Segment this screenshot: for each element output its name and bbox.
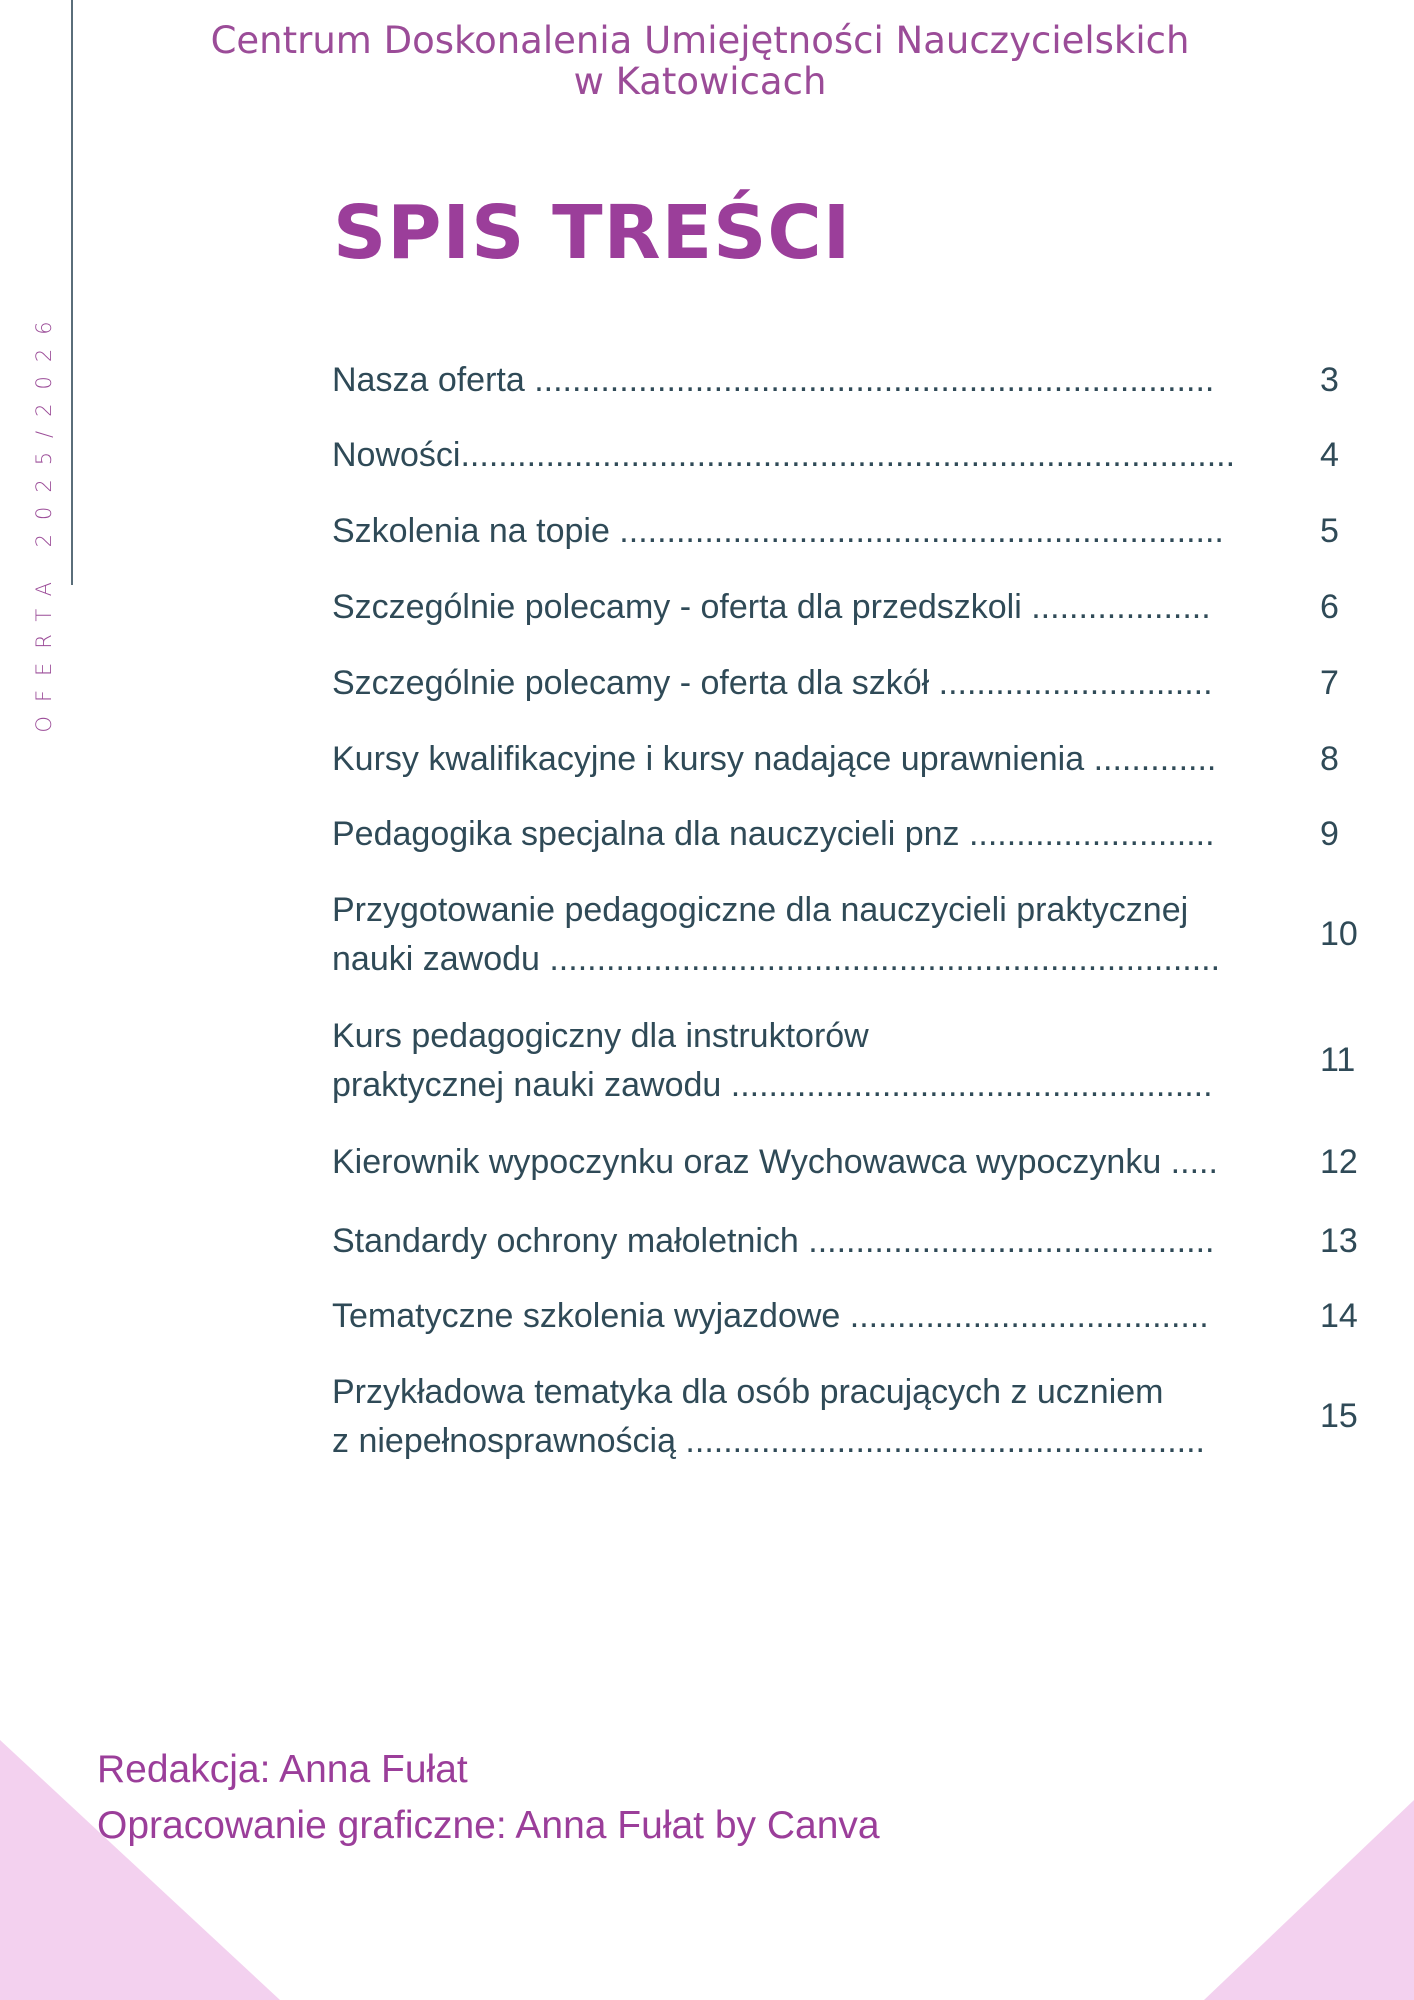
toc-page-number: 3 [1320,361,1339,399]
toc-page-number: 9 [1320,815,1339,853]
toc-entry-text-line2: praktycznej nauki zawodu ................................................... [332,1066,1213,1104]
toc-entry-text-line1: Kurs pedagogiczny dla instruktorów [332,1017,869,1055]
toc-page-number: 13 [1320,1222,1358,1260]
toc-entry-text-line1: Przygotowanie pedagogiczne dla nauczycieli praktycznej [332,891,1189,929]
organization-city: w Katowicach [573,60,827,103]
toc-entry[interactable] [332,1217,1362,1266]
toc-entry-text: Tematyczne szkolenia wyjazdowe ...................................... [332,1297,1209,1335]
toc-entry[interactable] [332,1292,1362,1341]
decorative-corner-right [1204,1800,1414,2000]
toc-entry[interactable] [332,810,1362,859]
toc-entry[interactable] [332,431,1362,480]
toc-entry-text-line2: nauki zawodu ....................................................................... [332,940,1221,978]
page-title: SPIS TREŚCI [333,190,852,276]
toc-page-number: 5 [1320,512,1339,550]
credits-graphics: Opracowanie graficzne: Anna Fułat by Canva [97,1804,880,1847]
toc-page-number: 4 [1320,436,1339,474]
toc-page-number: 8 [1320,740,1339,778]
toc-entry[interactable] [332,356,1362,405]
organization-header [110,20,1290,102]
toc-page-number: 7 [1320,664,1339,702]
toc-entry[interactable] [332,1368,1362,1466]
toc-entry-text: Nasza oferta ........................................................................ [332,361,1215,399]
toc-entry-text: Szczególnie polecamy - oferta dla szkół ............................. [332,664,1213,702]
toc-page-number: 6 [1320,588,1339,626]
toc-entry-text: Szczególnie polecamy - oferta dla przedszkoli ................... [332,588,1211,626]
organization-name: Centrum Doskonalenia Umiejętności Nauczycielskich [210,19,1190,62]
toc-entry-text: Nowości.................................................................................. [332,436,1236,474]
toc-entry[interactable] [332,583,1362,632]
side-label: OFERTA 2025/2026 [32,307,56,733]
vertical-divider [71,0,73,585]
toc-page-number: 11 [1320,1041,1356,1079]
toc-page-number: 12 [1320,1143,1358,1181]
toc-entry-text-line2: z niepełnosprawnością ....................................................... [332,1422,1205,1460]
toc-entry[interactable] [332,735,1362,784]
toc-entry-text: Pedagogika specjalna dla nauczycieli pnz .......................... [332,815,1215,853]
toc-entry-text: Kursy kwalifikacyjne i kursy nadające uprawnienia ............. [332,740,1217,778]
toc-entry[interactable] [332,886,1362,984]
toc-page-number: 10 [1320,915,1358,953]
toc-entry-text-line1: Przykładowa tematyka dla osób pracujących z uczniem [332,1373,1164,1411]
toc-entry[interactable] [332,1012,1362,1110]
toc-entry[interactable] [332,507,1362,556]
credits-editor: Redakcja: Anna Fułat [97,1748,468,1791]
toc-entry-text: Szkolenia na topie ................................................................ [332,512,1224,550]
toc-page-number: 15 [1320,1397,1358,1435]
toc-entry-text: Kierownik wypoczynku oraz Wychowawca wypoczynku ..... [332,1143,1218,1181]
toc-entry[interactable] [332,659,1362,708]
toc-page-number: 14 [1320,1297,1358,1335]
credits [97,1742,880,1854]
toc-entry-text: Standardy ochrony małoletnich ........................................... [332,1222,1215,1260]
toc-entry[interactable] [332,1138,1362,1187]
